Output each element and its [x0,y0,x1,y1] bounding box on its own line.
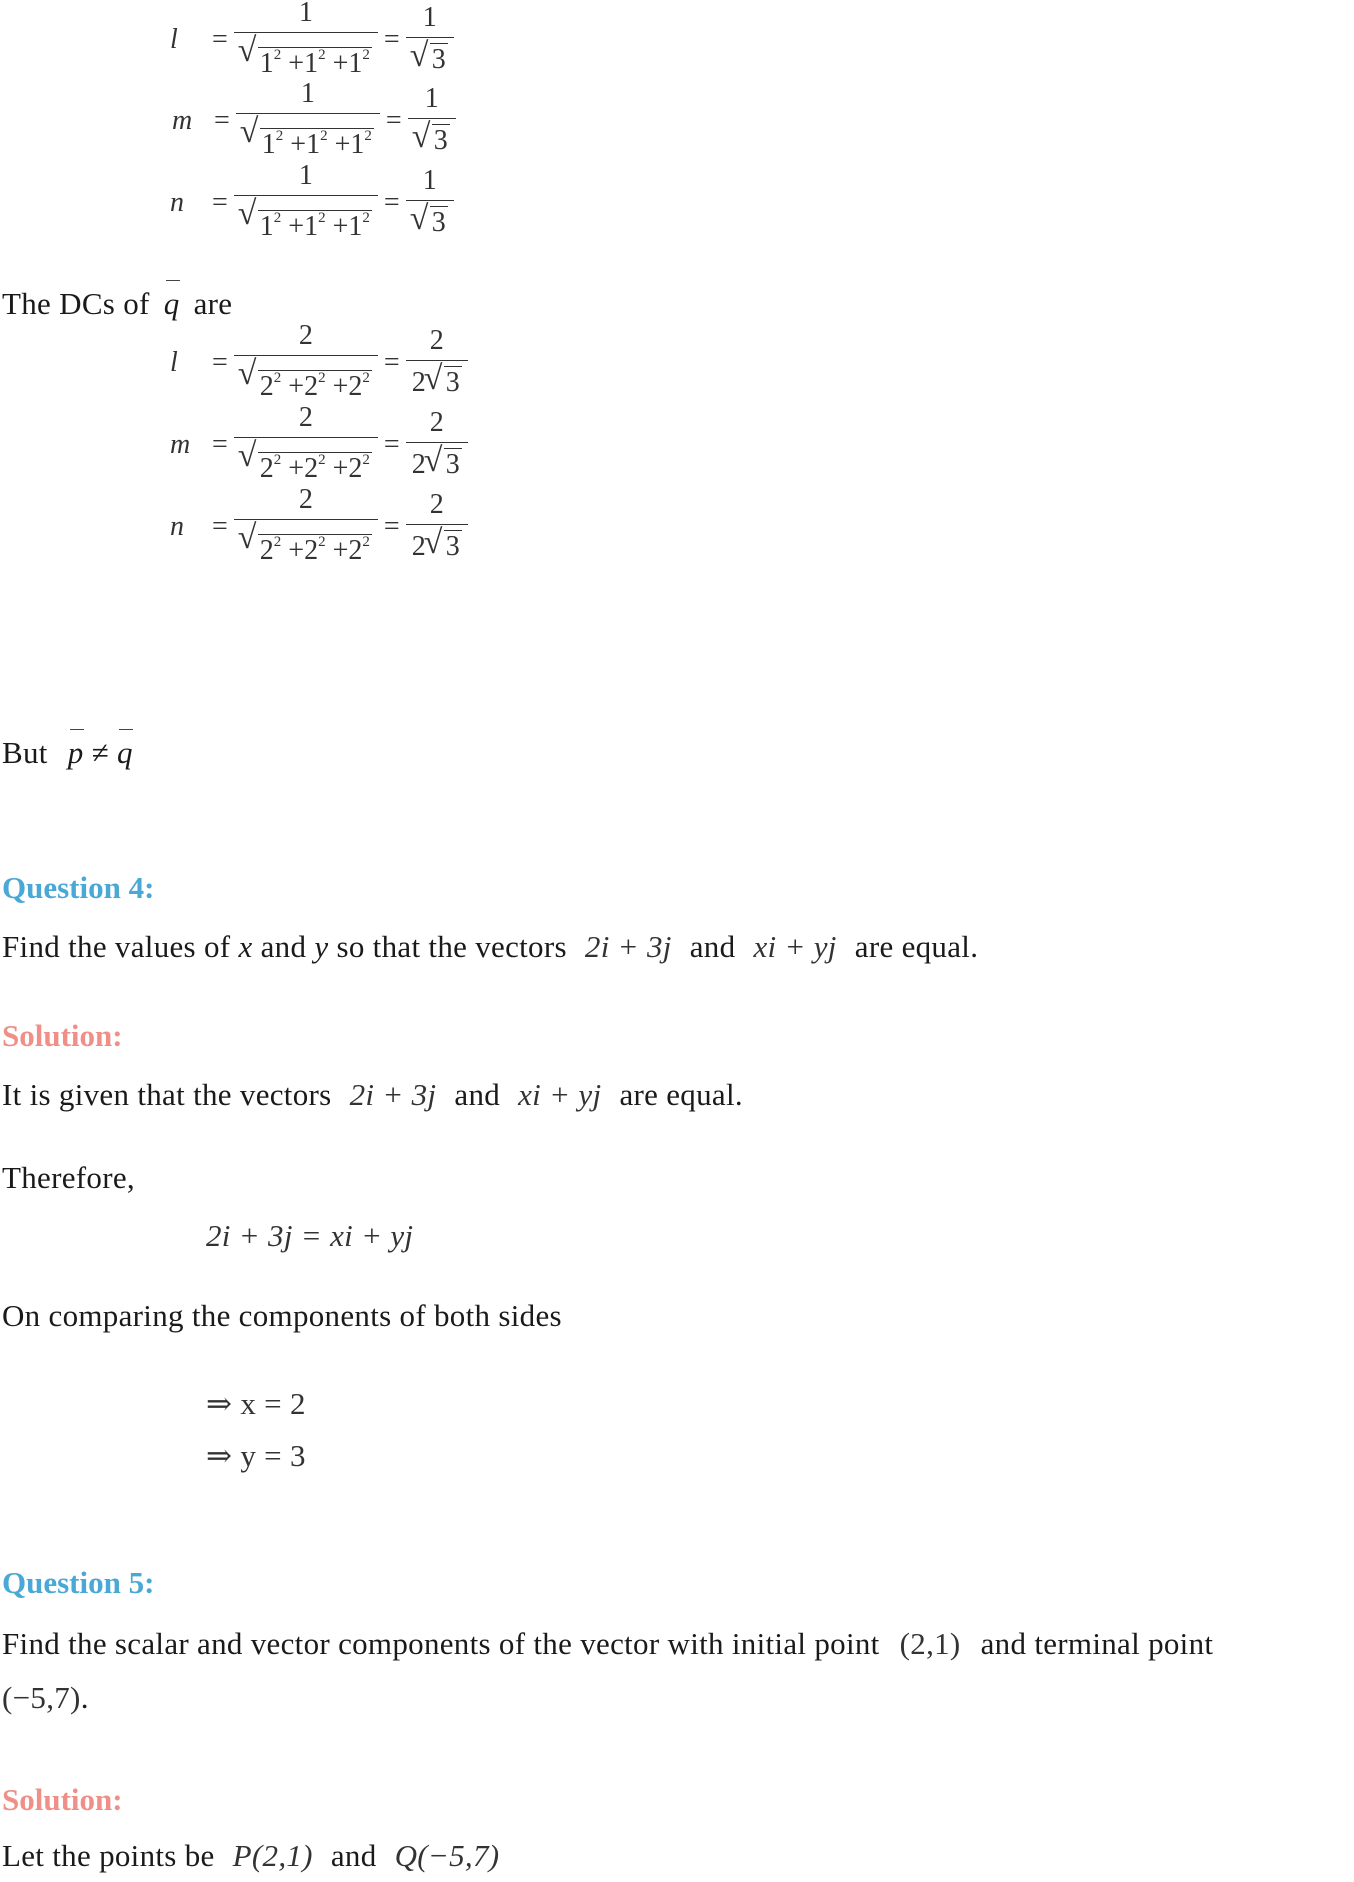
dc-q-l-row: l = 2 √ $2^2 +2^2 +2^2$ = $\frac{2}{2√ 3}$ [170,322,468,404]
dc-symbol: l [170,24,178,55]
solution-5-heading: Solution: [2,1782,123,1817]
dc-symbol: l [170,347,178,378]
solution-4-heading: Solution: [2,1018,123,1053]
fraction: 1 √ $1^2 +1^2 +1^2$ [236,77,380,165]
fraction: $\frac{2}{2√ 3}$ [406,324,468,403]
dc-p-m-row: m = 1 √ $1^2 +1^2 +1^2$ = 1 √ 3 [172,80,456,162]
result-y: ⇒ y = 3 [206,1438,306,1473]
dc-symbol: m [172,105,193,136]
fraction: 2 √ $2^2 +2^2 +2^2$ [234,483,378,571]
therefore-text: Therefore, [2,1160,135,1195]
dc-symbol: n [170,187,184,218]
dc-p-n-row: n = 1 √ $1^2 +1^2 +1^2$ = 1 √ 3 [170,162,456,244]
question-5-heading: Question 5: [2,1565,155,1600]
fraction: 1 √ 3 [406,1,454,80]
solution-5-line1: Let the points be P(2,1) and Q(−5,7) [2,1838,500,1873]
dc-q-m-row: m = 2 √ $2^2 +2^2 +2^2$ = $\frac{2}{2√ 3}$ [170,404,468,486]
fraction: 1 √ $1^2 +1^2 +1^2$ [234,159,378,247]
fraction: 2 √ $2^2 +2^2 +2^2$ [234,319,378,407]
fraction: 1 √ $1^2 +1^2 +1^2$ [234,0,378,84]
comparing-text: On comparing the components of both sides [2,1298,562,1333]
fraction: $\frac{2}{2√ 3}$ [406,488,468,567]
fraction: $\frac{2}{2√ 3}$ [406,406,468,485]
dcs-of-q-line: The DCs of q are [2,286,233,321]
question-4-text: Find the values of x and y so that the vectors 2i + 3j and xi + yj are equal. [2,929,979,964]
dc-symbol: m [170,429,191,460]
fraction: 1 √ 3 [406,164,454,243]
dc-q-equations [170,322,468,568]
vector-equation: 2i + 3j = xi + yj [206,1218,414,1253]
but-line: But p ≠ q [2,735,133,770]
question-5-text: Find the scalar and vector components of the vector with initial point (2,1) and terminal point [2,1626,1214,1661]
dc-p-l-row: l = 1 √ $1^2 +1^2 +1^2$ = 1 √ 3 [170,0,456,80]
fraction: 1 √ 3 [408,82,456,161]
dc-q-n-row: n = 2 √ $2^2 +2^2 +2^2$ = $\frac{2}{2√ 3}$ [170,486,468,568]
result-x: ⇒ x = 2 [206,1386,306,1421]
fraction: 2 √ $2^2 +2^2 +2^2$ [234,401,378,489]
dc-p-equations [170,0,456,244]
question-5-text-cont: (−5,7). [2,1680,89,1715]
solution-4-line1: It is given that the vectors 2i + 3j and xi + yj are equal. [2,1077,743,1112]
dc-symbol: n [170,511,184,542]
question-4-heading: Question 4: [2,870,155,905]
